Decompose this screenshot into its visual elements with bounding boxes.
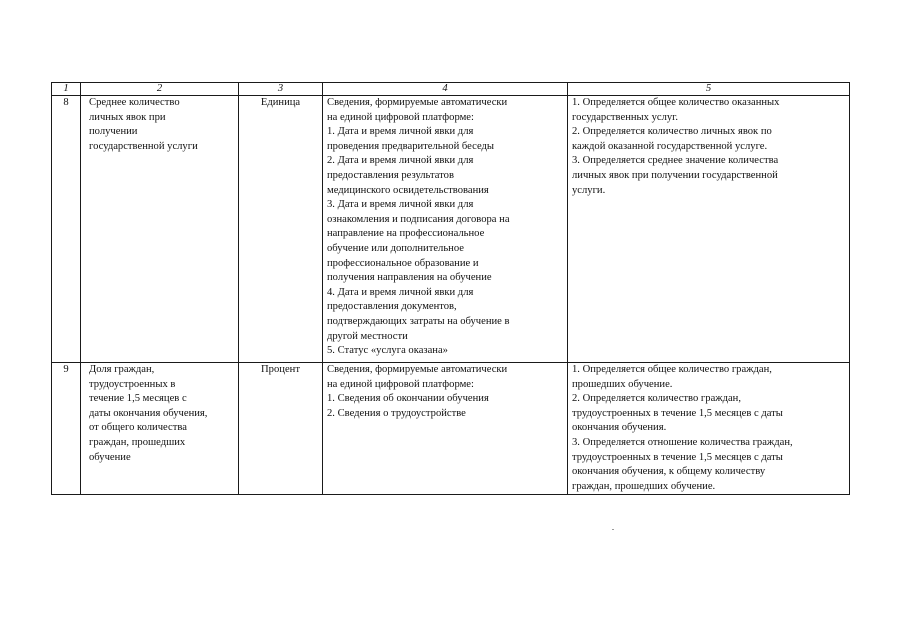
unit-of-measure: Единица xyxy=(239,96,323,363)
indicator-name xyxy=(81,96,239,363)
calculation-method-line: 3. Определяется отношение количества граждан, xyxy=(572,436,793,448)
header-col-1: 1 xyxy=(52,83,81,96)
data-source xyxy=(323,363,568,495)
data-source-line: 1. Дата и время личной явки для xyxy=(327,126,474,138)
calculation-method xyxy=(568,363,850,495)
data-source-line: на единой цифровой платформе: xyxy=(327,111,474,123)
calculation-method-line: 3. Определяется среднее значение количества xyxy=(572,155,779,167)
indicator-name-line: трудоустроенных в xyxy=(89,378,176,390)
data-source-line: 1. Сведения об окончании обучения xyxy=(327,393,489,405)
calculation-method-line: 2. Определяется количество личных явок по xyxy=(572,126,772,138)
calculation-method-line: услуги. xyxy=(572,184,606,196)
calculation-method-line: окончания обучения, к общему количеству xyxy=(572,466,766,478)
indicator-name-line: даты окончания обучения, xyxy=(89,407,208,419)
calculation-method-line: 1. Определяется общее количество граждан, xyxy=(572,364,772,375)
indicator-table xyxy=(51,82,850,495)
data-source-line: направление на профессиональное xyxy=(327,228,485,240)
data-source-line: на единой цифровой платформе: xyxy=(327,378,474,390)
calculation-method-line: государственных услуг. xyxy=(572,111,678,123)
indicator-name-line: личных явок при xyxy=(89,111,166,123)
calculation-method xyxy=(568,96,850,363)
indicator-name-line: граждан, прошедших xyxy=(89,436,186,448)
indicator-name-line: Доля граждан, xyxy=(89,364,155,375)
unit-of-measure: Процент xyxy=(239,363,323,495)
data-source-line: подтверждающих затраты на обучение в xyxy=(327,315,510,327)
calculation-method-line: трудоустроенных в течение 1,5 месяцев с даты xyxy=(572,451,783,463)
table-row xyxy=(52,363,850,495)
data-source-line: 3. Дата и время личной явки для xyxy=(327,199,474,211)
data-source-line: Сведения, формируемые автоматически xyxy=(327,97,508,108)
data-source-line: 5. Статус «услуга оказана» xyxy=(327,345,448,357)
header-col-3: 3 xyxy=(239,83,323,96)
indicator-name-line: государственной услуги xyxy=(89,140,198,152)
data-source-line: профессиональное образование и xyxy=(327,257,479,269)
data-source xyxy=(323,96,568,363)
calculation-method-line: трудоустроенных в течение 1,5 месяцев с даты xyxy=(572,407,783,419)
indicator-name-line: получении xyxy=(89,126,138,138)
header-col-5: 5 xyxy=(568,83,850,96)
data-source-line: ознакомления и подписания договора на xyxy=(327,213,510,225)
data-source-line: обучение или дополнительное xyxy=(327,242,464,254)
data-source-line: предоставления результатов xyxy=(327,169,454,181)
data-source-line: медицинского освидетельствования xyxy=(327,184,489,196)
indicator-name-line: обучение xyxy=(89,451,131,463)
calculation-method-line: прошедших обучение. xyxy=(572,378,673,390)
scan-speck xyxy=(612,529,614,530)
data-source-line: другой местности xyxy=(327,330,408,342)
calculation-method-line: граждан, прошедших обучение. xyxy=(572,480,716,492)
indicator-name-line: от общего количества xyxy=(89,422,187,434)
data-source-line: Сведения, формируемые автоматически xyxy=(327,364,508,375)
data-source-line: проведения предварительной беседы xyxy=(327,140,495,152)
data-source-line: 2. Сведения о трудоустройстве xyxy=(327,407,466,419)
indicator-name-line: Среднее количество xyxy=(89,97,180,108)
indicator-name-line: течение 1,5 месяцев с xyxy=(89,393,187,405)
data-source-line: 4. Дата и время личной явки для xyxy=(327,286,474,298)
table-header-row xyxy=(52,83,850,96)
data-source-line: предоставления документов, xyxy=(327,301,457,313)
header-col-2: 2 xyxy=(81,83,239,96)
data-source-line: получения направления на обучение xyxy=(327,272,492,284)
calculation-method-line: 2. Определяется количество граждан, xyxy=(572,393,742,405)
row-number: 8 xyxy=(52,96,81,363)
indicator-name xyxy=(81,363,239,495)
row-number: 9 xyxy=(52,363,81,495)
calculation-method-line: личных явок при получении государственной xyxy=(572,169,778,181)
calculation-method-line: 1. Определяется общее количество оказанных xyxy=(572,97,780,108)
table-row xyxy=(52,96,850,363)
data-source-line: 2. Дата и время личной явки для xyxy=(327,155,474,167)
header-col-4: 4 xyxy=(323,83,568,96)
calculation-method-line: окончания обучения. xyxy=(572,422,667,434)
calculation-method-line: каждой оказанной государственной услуге. xyxy=(572,140,768,152)
